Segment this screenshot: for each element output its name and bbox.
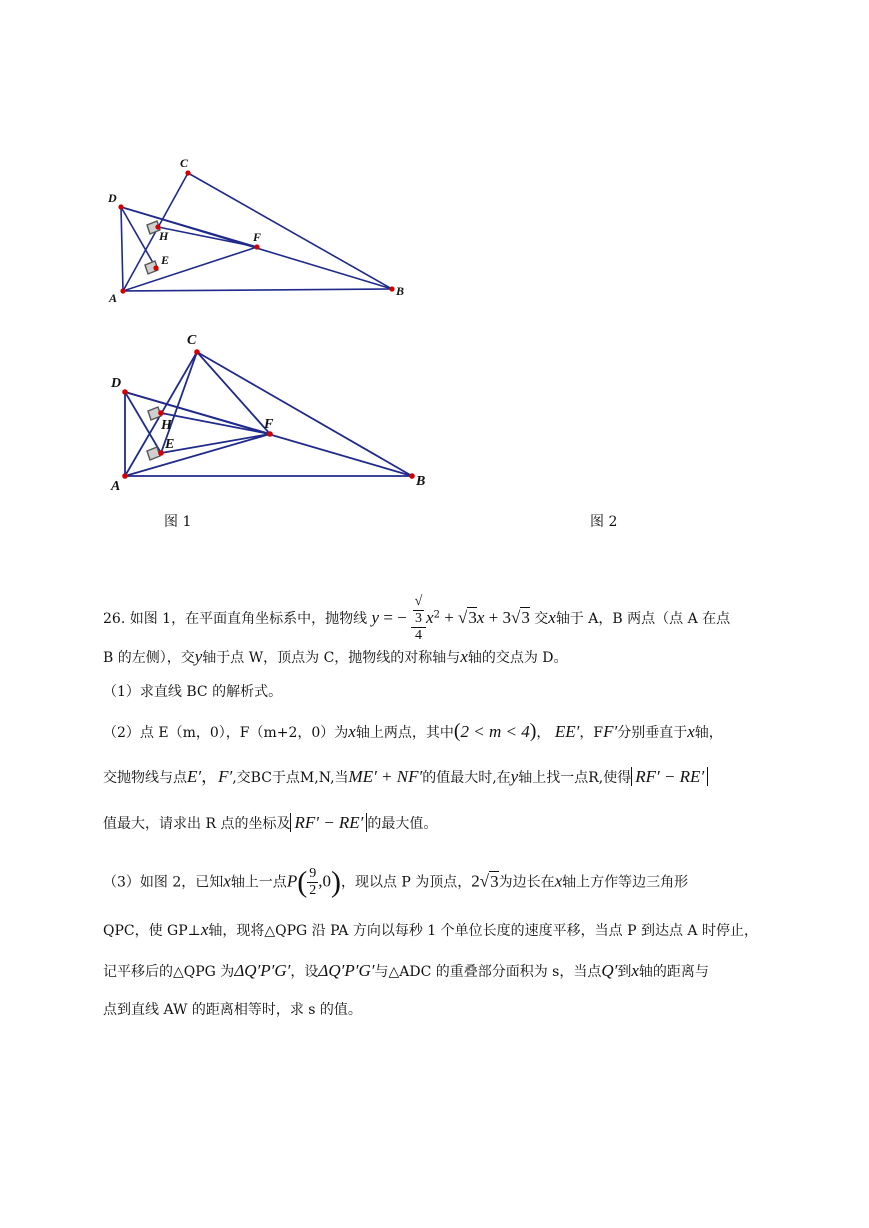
problem-line-1: 26. 如图 1，在平面直角坐标系中，抛物线 y = − √ 3 4 $x^2 + √3x + 3√3$ 交x轴于 A，B 两点（点 A 在点 — [103, 594, 731, 643]
label-h: H — [159, 229, 169, 243]
caption-fig2: 图 2 — [590, 514, 618, 530]
caption-fig1: 图 1 — [164, 514, 192, 530]
question-3-line-4: 点到直线 AW 的距离相等时，求 s 的值。 — [103, 1002, 362, 1018]
question-3-line-2: QPC，使 GP⊥x轴，现将△QPG 沿 PA 方向以每秒 1 个单位长度的速度平移，当点 P 到达点 A 时停止， — [103, 920, 758, 939]
label-c: C — [180, 156, 189, 170]
label-a: A — [111, 479, 121, 494]
label-d: D — [111, 376, 122, 391]
question-1: （1）求直线 BC 的解析式。 — [103, 684, 283, 700]
fraction-sqrt3-over-4: √ 3 4 — [411, 594, 426, 644]
label-c: C — [187, 333, 197, 348]
label-a: A — [109, 291, 118, 305]
label-e: E — [161, 253, 170, 267]
figure-2-diagram — [100, 325, 440, 495]
label-b: B — [416, 474, 426, 489]
question-2-line-3: 值最大，请求出 R 点的坐标及 RF′ − RE′ 的最大值。 — [103, 813, 438, 832]
question-3-line-1: （3）如图 2，已知x轴上一点P( $\frac{9}{2}$ ,0)，现以点 P 为顶点，2√3为边长在x轴上方作等边三角形 — [103, 865, 689, 899]
label-f: F — [253, 230, 262, 244]
figure-1-diagram — [100, 150, 420, 310]
label-d: D — [108, 191, 117, 205]
question-2-line-1: （2）点 E（m，0），F（m+2，0）为x轴上两点，其中(2 < m < 4)， EE′，FF′分别垂直于x轴， — [103, 720, 723, 742]
label-h: H — [161, 418, 172, 433]
problem-line-2: B 的左侧），交y轴于点 W，顶点为 C，抛物线的对称轴与x轴的交点为 D。 — [103, 647, 568, 666]
label-b: B — [396, 284, 405, 298]
label-f: F — [264, 417, 274, 432]
label-e: E — [165, 437, 175, 452]
fraction-9-over-2: $\frac{9}{2}$ — [309, 866, 317, 898]
question-3-line-3: 记平移后的△QPG 为ΔQ′P′G′，设ΔQ′P′G′与△ADC 的重叠部分面积为 s，当点Q′到x轴的距离与 — [103, 961, 709, 980]
question-2-line-2: 交抛物线与点E′，F′,交BC于点M,N,当ME′ + NF′的值最大时,在y轴上找一点R,使得 RF′ − RE′ — [103, 767, 783, 788]
